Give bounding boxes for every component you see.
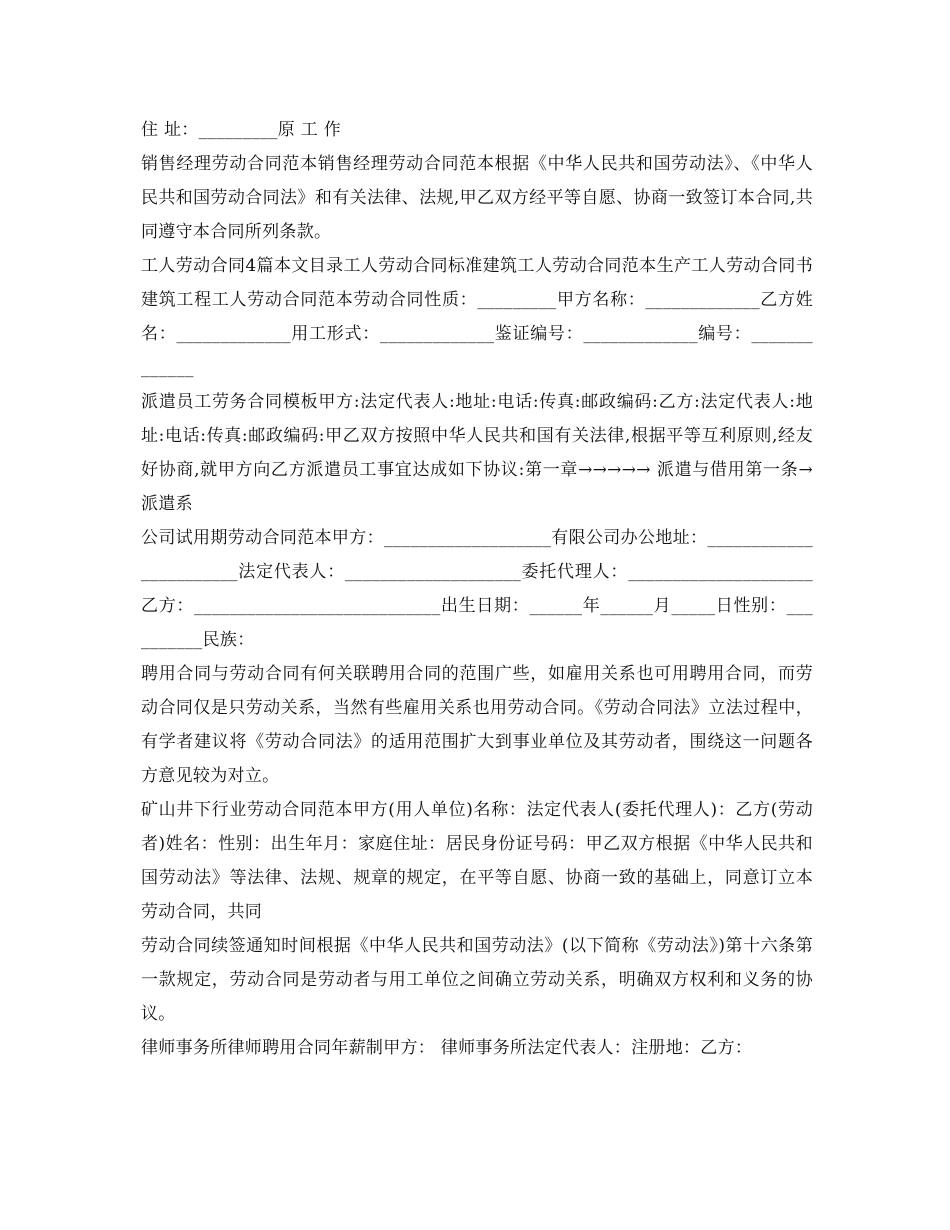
paragraph-dispatch-contract: 派遣员工劳务合同模板甲方:法定代表人:地址:电话:传真:邮政编码:乙方:法定代表人:地址:电话:传真:邮政编码:甲乙双方按照中华人民共和国有关法律,根据平等互利原则,经友好协商,就甲方向乙方派遣员工事宜达成如下协议:第一章→→→→→ 派遣与借用第一条→派遣系 <box>141 392 813 514</box>
paragraph-employment-vs-labor: 聘用合同与劳动合同有何关联聘用合同的范围广些，如雇用关系也可用聘用合同，而劳动合同仅是只劳动关系，当然有些雇用关系也用劳动合同。《劳动合同法》立法过程中，有学者建议将《劳动合同法》的适用范围扩大到事业单位及其劳动者，围绕这一问题各方意见较为对立。 <box>141 664 813 786</box>
paragraph-worker-contract: 工人劳动合同4篇本文目录工人劳动合同标准建筑工人劳动合同范本生产工人劳动合同书建筑工程工人劳动合同范本劳动合同性质：_________甲方名称：_____________乙方姓名：_____________用工形式：_____________鉴证编号：_____________编号：_____________ <box>141 256 813 378</box>
paragraph-renewal-notice: 劳动合同续签通知时间根据《中华人民共和国劳动法》(以下简称《劳动法》)第十六条第一款规定，劳动合同是劳动者与用工单位之间确立劳动关系，明确双方权利和义务的协议。 <box>141 936 813 1024</box>
paragraph-sales-manager-contract: 销售经理劳动合同范本销售经理劳动合同范本根据《中华人民共和国劳动法》、《中华人民共和国劳动合同法》和有关法律、法规,甲乙双方经平等自愿、协商一致签订本合同,共同遵守本合同所列条款。 <box>141 154 813 242</box>
paragraph-address: 住 址：_________原 工 作 <box>141 120 342 140</box>
document-body <box>141 113 813 1065</box>
paragraph-mining-contract: 矿山井下行业劳动合同范本甲方(用人单位)名称：法定代表人(委托代理人)：乙方(劳动者)姓名：性别：出生年月：家庭住址：居民身份证号码：甲乙双方根据《中华人民共和国劳动法》等法律、法规、规章的规定，在平等自愿、协商一致的基础上，同意订立本劳动合同，共同 <box>141 800 813 922</box>
paragraph-probation-contract: 公司试用期劳动合同范本甲方：___________________有限公司办公地址：_______________________法定代表人：____________________委托代理人：_____________________乙方：____________________________出生日期：______年______月_____日性别：__________民族： <box>141 528 813 650</box>
paragraph-law-firm-contract: 律师事务所律师聘用合同年薪制甲方： 律师事务所法定代表人：注册地：乙方： <box>141 1038 753 1058</box>
